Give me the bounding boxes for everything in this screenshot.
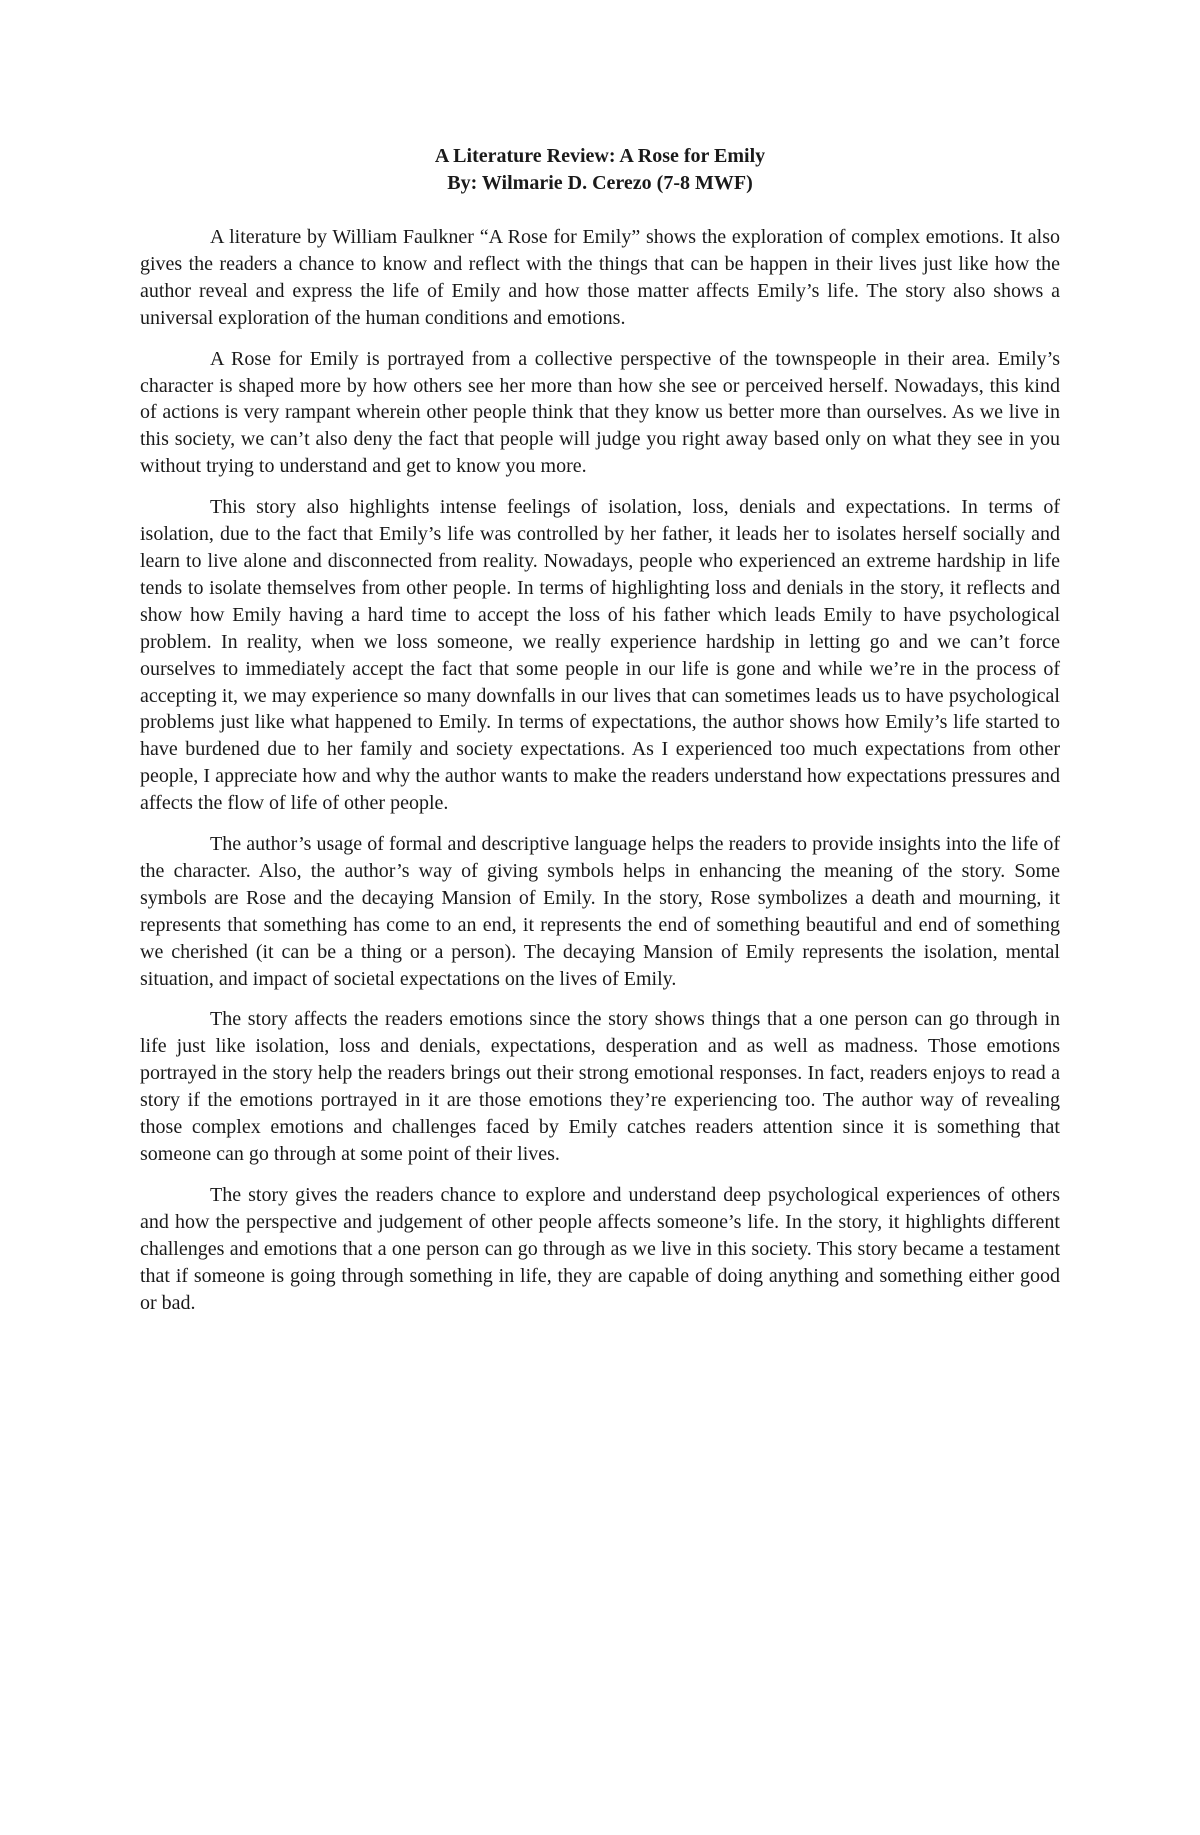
title-block xyxy=(140,143,1060,197)
document-body xyxy=(140,143,1060,1330)
paragraph-5: The story affects the readers emotions since the story shows things that a one person can go through in life just like isolation, loss and denials, expectations, desperation and as well as madness. Those emotions portrayed in the story help the readers brings out their strong emotional responses. In fact, readers enjoys to read a story if the emotions portrayed in it are those emotions they’re experiencing too. The author way of revealing those complex emotions and challenges faced by Emily catches readers attention since it is something that someone can go through at some point of their lives. xyxy=(140,1008,1060,1165)
document-title: A Literature Review: A Rose for Emily xyxy=(434,145,766,167)
document-byline: By: Wilmarie D. Cerezo (7-8 MWF) xyxy=(447,172,753,194)
paragraph-2: A Rose for Emily is portrayed from a collective perspective of the townspeople in their area. Emily’s character is shaped more by how others see her more than how she see or perceived herself. Nowadays, this kind of actions is very rampant wherein other people think that they know us better more than ourselves. As we live in this society, we can’t also deny the fact that people will judge you right away based only on what they see in you without trying to understand and get to know you more. xyxy=(140,347,1060,478)
paragraph-3: This story also highlights intense feelings of isolation, loss, denials and expectations. In terms of isolation, due to the fact that Emily’s life was controlled by her father, it leads her to isolates herself socially and learn to live alone and disconnected from reality. Nowadays, people who experienced an extreme hardship in life tends to isolate themselves from other people. In terms of highlighting loss and denials in the story, it reflects and show how Emily having a hard time to accept the loss of his father which leads Emily to have psychological problem. In reality, when we loss someone, we really experience hardship in letting go and we can’t force ourselves to immediately accept the fact that some people in our life is gone and while we’re in the process of accepting it, we may experience so many downfalls in our lives that can sometimes leads us to have psychological problems just like what happened to Emily. In terms of expectations, the author shows how Emily’s life started to have burdened due to her family and society expectations. As I experienced too much expectations from other people, I appreciate how and why the author wants to make the readers understand how expectations pressures and affects the flow of life of other people. xyxy=(140,496,1060,815)
paragraph-1: A literature by William Faulkner “A Rose for Emily” shows the exploration of complex emotions. It also gives the readers a chance to know and reflect with the things that can be happen in their lives just like how the author reveal and express the life of Emily and how those matter affects Emily’s life. The story also shows a universal exploration of the human conditions and emotions. xyxy=(140,226,1060,329)
paragraph-4: The author’s usage of formal and descriptive language helps the readers to provide insights into the life of the character. Also, the author’s way of giving symbols helps in enhancing the meaning of the story. Some symbols are Rose and the decaying Mansion of Emily. In the story, Rose symbolizes a death and mourning, it represents that something has come to an end, it represents the end of something beautiful and end of something we cherished (it can be a thing or a person). The decaying Mansion of Emily represents the isolation, mental situation, and impact of societal expectations on the lives of Emily. xyxy=(140,833,1060,990)
paragraph-6: The story gives the readers chance to explore and understand deep psychological experiences of others and how the perspective and judgement of other people affects someone’s life. In the story, it highlights different challenges and emotions that a one person can go through as we live in this society. This story became a testament that if someone is going through something in life, they are capable of doing anything and something either good or bad. xyxy=(140,1183,1060,1314)
